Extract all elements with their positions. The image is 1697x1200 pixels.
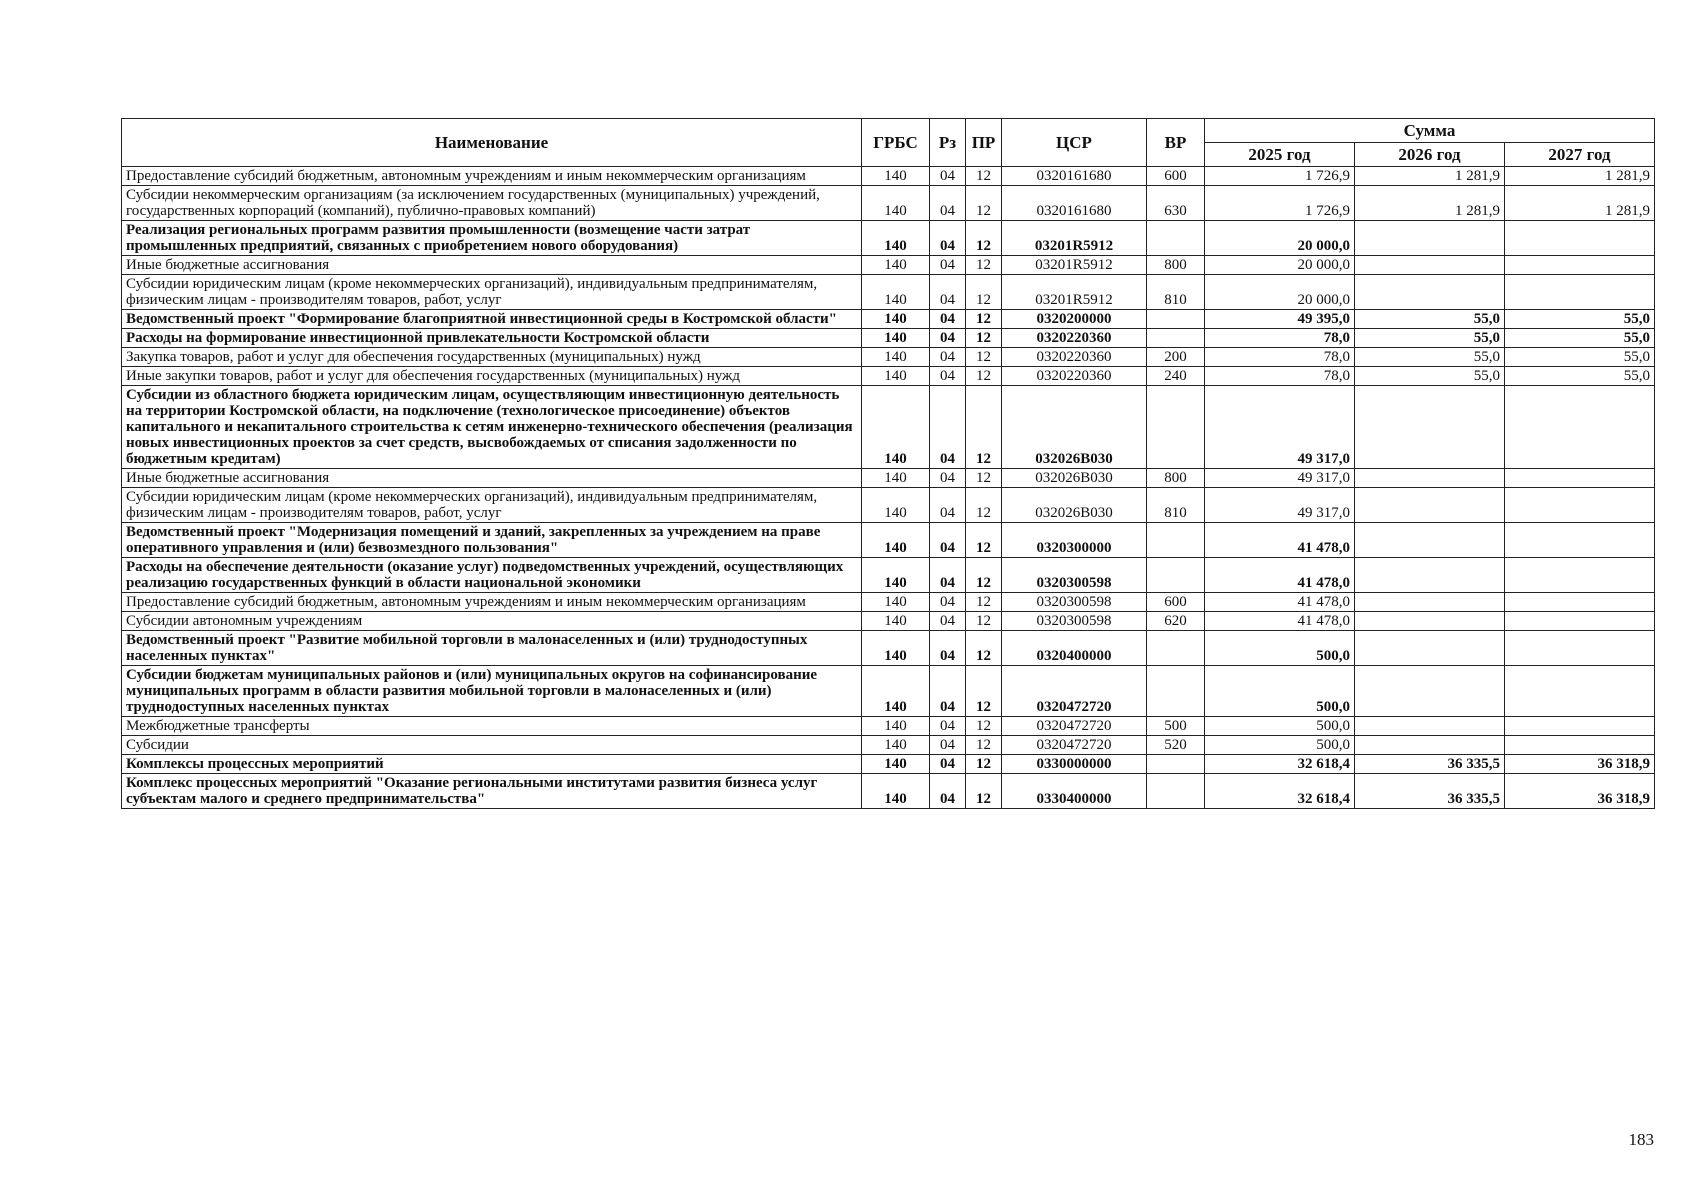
cell-vr [1147,666,1205,717]
cell-rz: 04 [930,488,966,523]
cell-sum-2026 [1355,221,1505,256]
cell-pr: 12 [966,329,1002,348]
cell-sum-2026 [1355,523,1505,558]
header-year-2025: 2025 год [1205,143,1355,167]
cell-sum-2026: 1 281,9 [1355,186,1505,221]
header-year-2026: 2026 год [1355,143,1505,167]
cell-vr [1147,755,1205,774]
cell-rz: 04 [930,558,966,593]
cell-csr: 032026B030 [1002,386,1147,469]
cell-grbs: 140 [862,593,930,612]
table-row [122,593,1655,612]
cell-name: Ведомственный проект "Формирование благоприятной инвестиционной среды в Костромской области" [122,310,862,329]
cell-grbs: 140 [862,755,930,774]
cell-rz: 04 [930,386,966,469]
cell-sum-2025: 78,0 [1205,348,1355,367]
cell-sum-2027 [1505,612,1655,631]
cell-sum-2026 [1355,558,1505,593]
cell-csr: 0320161680 [1002,167,1147,186]
cell-sum-2027 [1505,386,1655,469]
cell-sum-2027 [1505,523,1655,558]
cell-vr [1147,329,1205,348]
cell-pr: 12 [966,666,1002,717]
cell-sum-2025: 500,0 [1205,717,1355,736]
cell-grbs: 140 [862,256,930,275]
cell-sum-2026: 1 281,9 [1355,167,1505,186]
cell-csr: 0320220360 [1002,329,1147,348]
cell-rz: 04 [930,310,966,329]
cell-name: Предоставление субсидий бюджетным, автономным учреждениям и иным некоммерческим организациям [122,593,862,612]
cell-name: Межбюджетные трансферты [122,717,862,736]
cell-rz: 04 [930,256,966,275]
cell-pr: 12 [966,631,1002,666]
cell-csr: 0320300000 [1002,523,1147,558]
cell-sum-2027 [1505,717,1655,736]
cell-rz: 04 [930,469,966,488]
table-row [122,755,1655,774]
cell-sum-2026: 36 335,5 [1355,755,1505,774]
cell-sum-2027: 55,0 [1505,329,1655,348]
cell-name: Иные закупки товаров, работ и услуг для обеспечения государственных (муниципальных) нужд [122,367,862,386]
cell-rz: 04 [930,631,966,666]
cell-rz: 04 [930,755,966,774]
cell-sum-2026 [1355,717,1505,736]
cell-sum-2025: 41 478,0 [1205,523,1355,558]
cell-name: Субсидии некоммерческим организациям (за исключением государственных (муниципальных) учреждений, государственных корпораций (компаний), публично-правовых компаний) [122,186,862,221]
table-row [122,612,1655,631]
budget-table [121,118,1655,809]
table-row [122,631,1655,666]
cell-csr: 0320400000 [1002,631,1147,666]
cell-vr: 600 [1147,593,1205,612]
cell-pr: 12 [966,275,1002,310]
header-csr: ЦСР [1002,119,1147,167]
cell-pr: 12 [966,736,1002,755]
cell-pr: 12 [966,717,1002,736]
cell-name: Закупка товаров, работ и услуг для обеспечения государственных (муниципальных) нужд [122,348,862,367]
table-row [122,275,1655,310]
cell-rz: 04 [930,774,966,809]
cell-name: Субсидии [122,736,862,755]
cell-rz: 04 [930,367,966,386]
table-row [122,386,1655,469]
header-year-2027: 2027 год [1505,143,1655,167]
cell-name: Субсидии юридическим лицам (кроме некоммерческих организаций), индивидуальным предпринимателям, физическим лицам - производителям товаров, работ, услуг [122,488,862,523]
cell-rz: 04 [930,666,966,717]
page-number: 183 [1628,1130,1654,1149]
cell-sum-2025: 1 726,9 [1205,186,1355,221]
cell-csr: 0320220360 [1002,367,1147,386]
cell-grbs: 140 [862,167,930,186]
cell-name: Комплексы процессных мероприятий [122,755,862,774]
cell-vr: 810 [1147,275,1205,310]
cell-grbs: 140 [862,717,930,736]
header-row-1 [122,119,1655,143]
table-row [122,523,1655,558]
cell-grbs: 140 [862,558,930,593]
header-grbs: ГРБС [862,119,930,167]
cell-csr: 0320300598 [1002,612,1147,631]
cell-rz: 04 [930,348,966,367]
cell-csr: 0320161680 [1002,186,1147,221]
cell-sum-2025: 49 317,0 [1205,469,1355,488]
cell-sum-2025: 500,0 [1205,631,1355,666]
cell-csr: 0320472720 [1002,736,1147,755]
cell-sum-2025: 500,0 [1205,736,1355,755]
cell-csr: 0320300598 [1002,593,1147,612]
table-row [122,221,1655,256]
table-row [122,488,1655,523]
cell-sum-2025: 49 317,0 [1205,488,1355,523]
cell-sum-2025: 41 478,0 [1205,612,1355,631]
cell-pr: 12 [966,612,1002,631]
cell-sum-2027 [1505,469,1655,488]
cell-sum-2025: 20 000,0 [1205,256,1355,275]
table-body [122,167,1655,809]
cell-name: Расходы на обеспечение деятельности (оказание услуг) подведомственных учреждений, осуществляющих реализацию государственных функций в области национальной экономики [122,558,862,593]
cell-name: Субсидии автономным учреждениям [122,612,862,631]
cell-grbs: 140 [862,386,930,469]
cell-grbs: 140 [862,523,930,558]
cell-csr: 03201R5912 [1002,275,1147,310]
cell-name: Иные бюджетные ассигнования [122,469,862,488]
cell-vr [1147,631,1205,666]
cell-pr: 12 [966,386,1002,469]
table-row [122,774,1655,809]
cell-sum-2025: 32 618,4 [1205,755,1355,774]
cell-sum-2025: 49 317,0 [1205,386,1355,469]
cell-grbs: 140 [862,736,930,755]
cell-pr: 12 [966,755,1002,774]
cell-sum-2026 [1355,666,1505,717]
cell-sum-2027 [1505,275,1655,310]
cell-csr: 03201R5912 [1002,221,1147,256]
cell-sum-2027: 55,0 [1505,310,1655,329]
cell-grbs: 140 [862,488,930,523]
cell-sum-2026 [1355,469,1505,488]
table-row [122,310,1655,329]
cell-pr: 12 [966,774,1002,809]
cell-vr: 810 [1147,488,1205,523]
cell-grbs: 140 [862,469,930,488]
cell-sum-2026 [1355,631,1505,666]
table-row [122,167,1655,186]
cell-csr: 0320472720 [1002,717,1147,736]
table-row [122,186,1655,221]
cell-name: Субсидии юридическим лицам (кроме некоммерческих организаций), индивидуальным предпринимателям, физическим лицам - производителям товаров, работ, услуг [122,275,862,310]
cell-vr: 520 [1147,736,1205,755]
cell-sum-2026 [1355,386,1505,469]
cell-sum-2026 [1355,593,1505,612]
cell-pr: 12 [966,310,1002,329]
table-row [122,469,1655,488]
cell-sum-2026: 36 335,5 [1355,774,1505,809]
cell-vr [1147,523,1205,558]
cell-name: Субсидии из областного бюджета юридическим лицам, осуществляющим инвестиционную деятельность на территории Костромской области, на подключение (технологическое присоединение) объектов капитального и некапитального строительства к сетям инженерно-технического обеспечения (реализация новых инвестиционных проектов за счет средств, высвобождаемых от списания задолженности по бюджетным кредитам) [122,386,862,469]
cell-csr: 0320220360 [1002,348,1147,367]
cell-grbs: 140 [862,329,930,348]
cell-pr: 12 [966,523,1002,558]
table-row [122,329,1655,348]
cell-rz: 04 [930,523,966,558]
cell-vr: 620 [1147,612,1205,631]
cell-rz: 04 [930,717,966,736]
cell-vr: 200 [1147,348,1205,367]
cell-sum-2027 [1505,558,1655,593]
table-header [122,119,1655,167]
cell-rz: 04 [930,167,966,186]
cell-name: Ведомственный проект "Модернизация помещений и зданий, закрепленных за учреждением на праве оперативного управления и (или) безвозмездного пользования" [122,523,862,558]
cell-sum-2027: 1 281,9 [1505,167,1655,186]
cell-grbs: 140 [862,348,930,367]
cell-vr [1147,558,1205,593]
cell-vr: 800 [1147,469,1205,488]
header-vr: ВР [1147,119,1205,167]
cell-pr: 12 [966,348,1002,367]
header-rz: Рз [930,119,966,167]
cell-rz: 04 [930,186,966,221]
cell-csr: 032026B030 [1002,469,1147,488]
cell-grbs: 140 [862,631,930,666]
cell-rz: 04 [930,612,966,631]
cell-vr: 600 [1147,167,1205,186]
cell-name: Ведомственный проект "Развитие мобильной торговли в малонаселенных и (или) труднодоступных населенных пунктах" [122,631,862,666]
header-sum: Сумма [1205,119,1655,143]
cell-vr [1147,386,1205,469]
cell-vr: 500 [1147,717,1205,736]
cell-csr: 0320200000 [1002,310,1147,329]
cell-sum-2027: 36 318,9 [1505,774,1655,809]
cell-sum-2026 [1355,256,1505,275]
cell-sum-2027: 1 281,9 [1505,186,1655,221]
cell-name: Иные бюджетные ассигнования [122,256,862,275]
cell-sum-2026: 55,0 [1355,310,1505,329]
cell-name: Комплекс процессных мероприятий "Оказание региональными институтами развития бизнеса услуг субъектам малого и среднего предпринимательства" [122,774,862,809]
cell-sum-2027: 55,0 [1505,367,1655,386]
cell-pr: 12 [966,221,1002,256]
table-row [122,348,1655,367]
cell-pr: 12 [966,469,1002,488]
cell-sum-2025: 32 618,4 [1205,774,1355,809]
cell-vr [1147,310,1205,329]
cell-grbs: 140 [862,186,930,221]
cell-sum-2027 [1505,256,1655,275]
cell-vr: 800 [1147,256,1205,275]
cell-sum-2026 [1355,612,1505,631]
cell-sum-2026 [1355,275,1505,310]
cell-rz: 04 [930,329,966,348]
cell-grbs: 140 [862,612,930,631]
cell-name: Предоставление субсидий бюджетным, автономным учреждениям и иным некоммерческим организациям [122,167,862,186]
cell-sum-2025: 1 726,9 [1205,167,1355,186]
cell-sum-2025: 78,0 [1205,329,1355,348]
cell-pr: 12 [966,593,1002,612]
cell-sum-2025: 49 395,0 [1205,310,1355,329]
cell-sum-2027: 55,0 [1505,348,1655,367]
cell-sum-2026 [1355,488,1505,523]
table-row [122,666,1655,717]
cell-sum-2026: 55,0 [1355,329,1505,348]
cell-rz: 04 [930,221,966,256]
cell-csr: 0320300598 [1002,558,1147,593]
cell-sum-2025: 78,0 [1205,367,1355,386]
cell-vr: 630 [1147,186,1205,221]
cell-rz: 04 [930,593,966,612]
cell-sum-2027 [1505,631,1655,666]
header-pr: ПР [966,119,1002,167]
cell-name: Субсидии бюджетам муниципальных районов и (или) муниципальных округов на софинансирование муниципальных программ в области развития мобильной торговли в малонаселенных и (или) труднодоступных населенных пунктах [122,666,862,717]
cell-pr: 12 [966,256,1002,275]
cell-sum-2027 [1505,221,1655,256]
cell-rz: 04 [930,275,966,310]
cell-sum-2027 [1505,593,1655,612]
cell-sum-2025: 41 478,0 [1205,558,1355,593]
cell-name: Реализация региональных программ развития промышленности (возмещение части затрат промышленных предприятий, связанных с приобретением нового оборудования) [122,221,862,256]
cell-sum-2027 [1505,666,1655,717]
cell-csr: 0330000000 [1002,755,1147,774]
cell-grbs: 140 [862,310,930,329]
cell-sum-2026: 55,0 [1355,348,1505,367]
table-row [122,736,1655,755]
table-row [122,558,1655,593]
cell-pr: 12 [966,558,1002,593]
cell-sum-2025: 500,0 [1205,666,1355,717]
cell-sum-2025: 20 000,0 [1205,221,1355,256]
cell-pr: 12 [966,167,1002,186]
cell-name: Расходы на формирование инвестиционной привлекательности Костромской области [122,329,862,348]
cell-grbs: 140 [862,666,930,717]
cell-vr [1147,774,1205,809]
cell-sum-2025: 20 000,0 [1205,275,1355,310]
cell-csr: 03201R5912 [1002,256,1147,275]
cell-csr: 0320472720 [1002,666,1147,717]
cell-vr: 240 [1147,367,1205,386]
cell-grbs: 140 [862,275,930,310]
cell-sum-2027 [1505,736,1655,755]
cell-pr: 12 [966,367,1002,386]
cell-sum-2025: 41 478,0 [1205,593,1355,612]
cell-grbs: 140 [862,221,930,256]
cell-rz: 04 [930,736,966,755]
cell-pr: 12 [966,488,1002,523]
cell-sum-2026: 55,0 [1355,367,1505,386]
cell-sum-2027: 36 318,9 [1505,755,1655,774]
table-row [122,717,1655,736]
cell-pr: 12 [966,186,1002,221]
cell-csr: 032026B030 [1002,488,1147,523]
table-row [122,256,1655,275]
cell-sum-2027 [1505,488,1655,523]
cell-grbs: 140 [862,774,930,809]
cell-vr [1147,221,1205,256]
table-row [122,367,1655,386]
header-name: Наименование [122,119,862,167]
cell-sum-2026 [1355,736,1505,755]
cell-csr: 0330400000 [1002,774,1147,809]
cell-grbs: 140 [862,367,930,386]
